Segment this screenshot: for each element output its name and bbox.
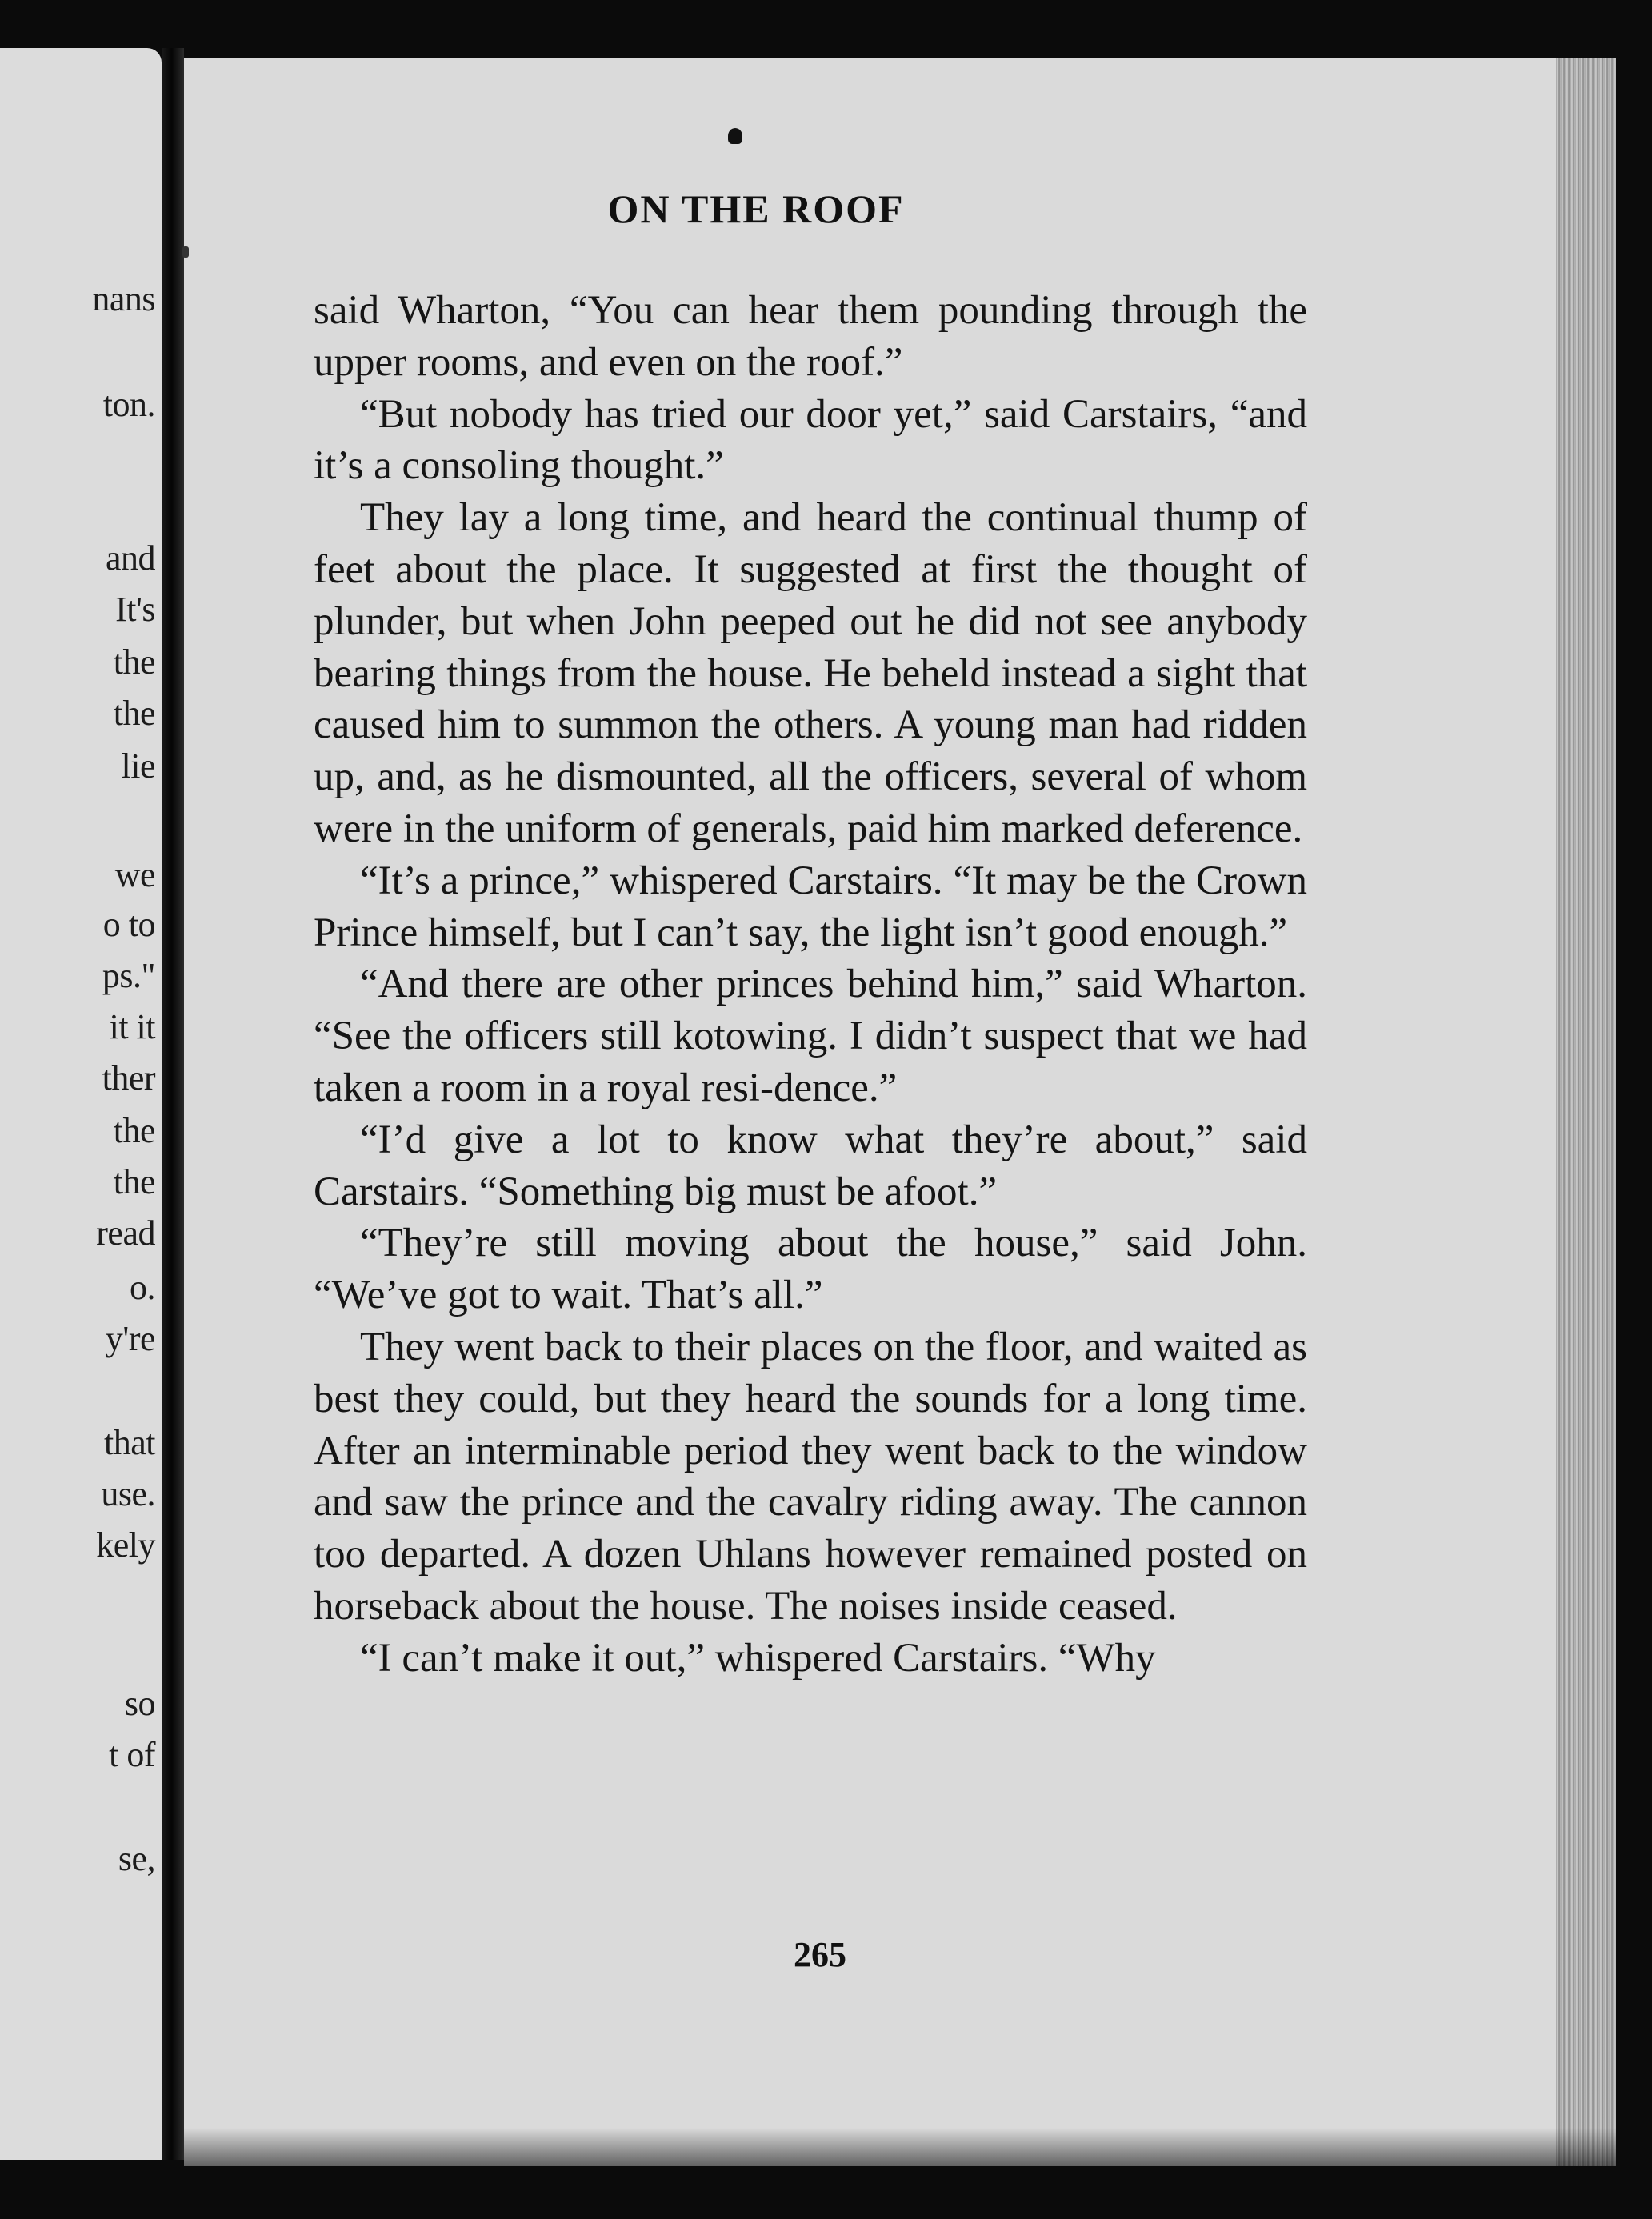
paragraph: “And there are other princes behind him,” said Wharton. “See the officers still kotowing. I didn’t suspect that we had taken a room in a royal resi-dence.” xyxy=(314,962,1307,1110)
left-page-line: so xyxy=(124,1684,155,1723)
paragraph: They lay a long time, and heard the continual thump of feet about the place. It suggested at first the thought of plunder, but when John peeped out he did not see anybody bearing things from the house. He beheld instead a sight that caused him to summon the others. A young man had ridden up, and, as he dismounted, all the officers, several of whom were in the uniform of generals, paid him marked deference. xyxy=(314,495,1307,851)
left-page-line: the xyxy=(113,694,155,733)
left-page-line: ton. xyxy=(102,385,155,424)
left-page-line: se, xyxy=(118,1839,155,1878)
paragraph: “I can’t make it out,” whispered Carstairs. “Why xyxy=(360,1635,1156,1681)
left-page-line: use. xyxy=(101,1474,155,1513)
left-page-line: y're xyxy=(105,1319,155,1358)
left-page-line: kely xyxy=(96,1525,155,1565)
left-page-line: nans xyxy=(92,279,155,318)
left-page-line: the xyxy=(113,1111,155,1150)
left-page-line: it it xyxy=(109,1007,155,1046)
margin-speck xyxy=(182,246,189,258)
paragraph: “They’re still moving about the house,” said John. “We’ve got to wait. That’s all.” xyxy=(314,1221,1307,1318)
left-page-line: the xyxy=(113,1162,155,1201)
left-page-line: we xyxy=(114,855,155,894)
left-page-line: and xyxy=(105,538,155,578)
paragraph: They went back to their places on the floor, and waited as best they could, but they heard the sounds for a long time. After an interminable period they went back to the window and saw the prince and the cavalry riding away. The cannon too departed. A dozen Uhlans however remained posted on horseback about the house. The noises inside ceased. xyxy=(314,1324,1307,1629)
page-number: 265 xyxy=(794,1935,846,1974)
left-page-line: lie xyxy=(121,746,155,786)
left-page-line: ther xyxy=(102,1058,155,1098)
book-gutter xyxy=(162,48,184,2160)
paragraph: said Wharton, “You can hear them pounding through the upper rooms, and even on the roof.” xyxy=(314,288,1307,385)
left-page-line: It's xyxy=(115,590,155,629)
paragraph: “But nobody has tried our door yet,” said Carstairs, “and it’s a consoling thought.” xyxy=(314,391,1307,489)
left-page-line: read xyxy=(96,1213,155,1253)
body-text xyxy=(314,285,1307,1685)
left-page-line: t of xyxy=(109,1735,155,1774)
left-page xyxy=(0,48,162,2160)
left-page-line: ps." xyxy=(102,956,155,995)
left-page-line: o to xyxy=(102,905,155,944)
left-page-line: o. xyxy=(130,1268,155,1307)
left-page-line: that xyxy=(104,1423,155,1462)
paragraph: “I’d give a lot to know what they’re about,” said Carstairs. “Something big must be afoot.” xyxy=(314,1117,1307,1214)
page-edge-stack xyxy=(1556,58,1616,2166)
left-page-line: the xyxy=(113,642,155,682)
running-header: ON THE ROOF xyxy=(607,186,905,231)
paragraph: “It’s a prince,” whispered Carstairs. “It may be the Crown Prince himself, but I can’t say, the light isn’t good enough.” xyxy=(314,858,1307,955)
ink-mark xyxy=(728,128,742,144)
bottom-shadow xyxy=(184,2128,1616,2166)
